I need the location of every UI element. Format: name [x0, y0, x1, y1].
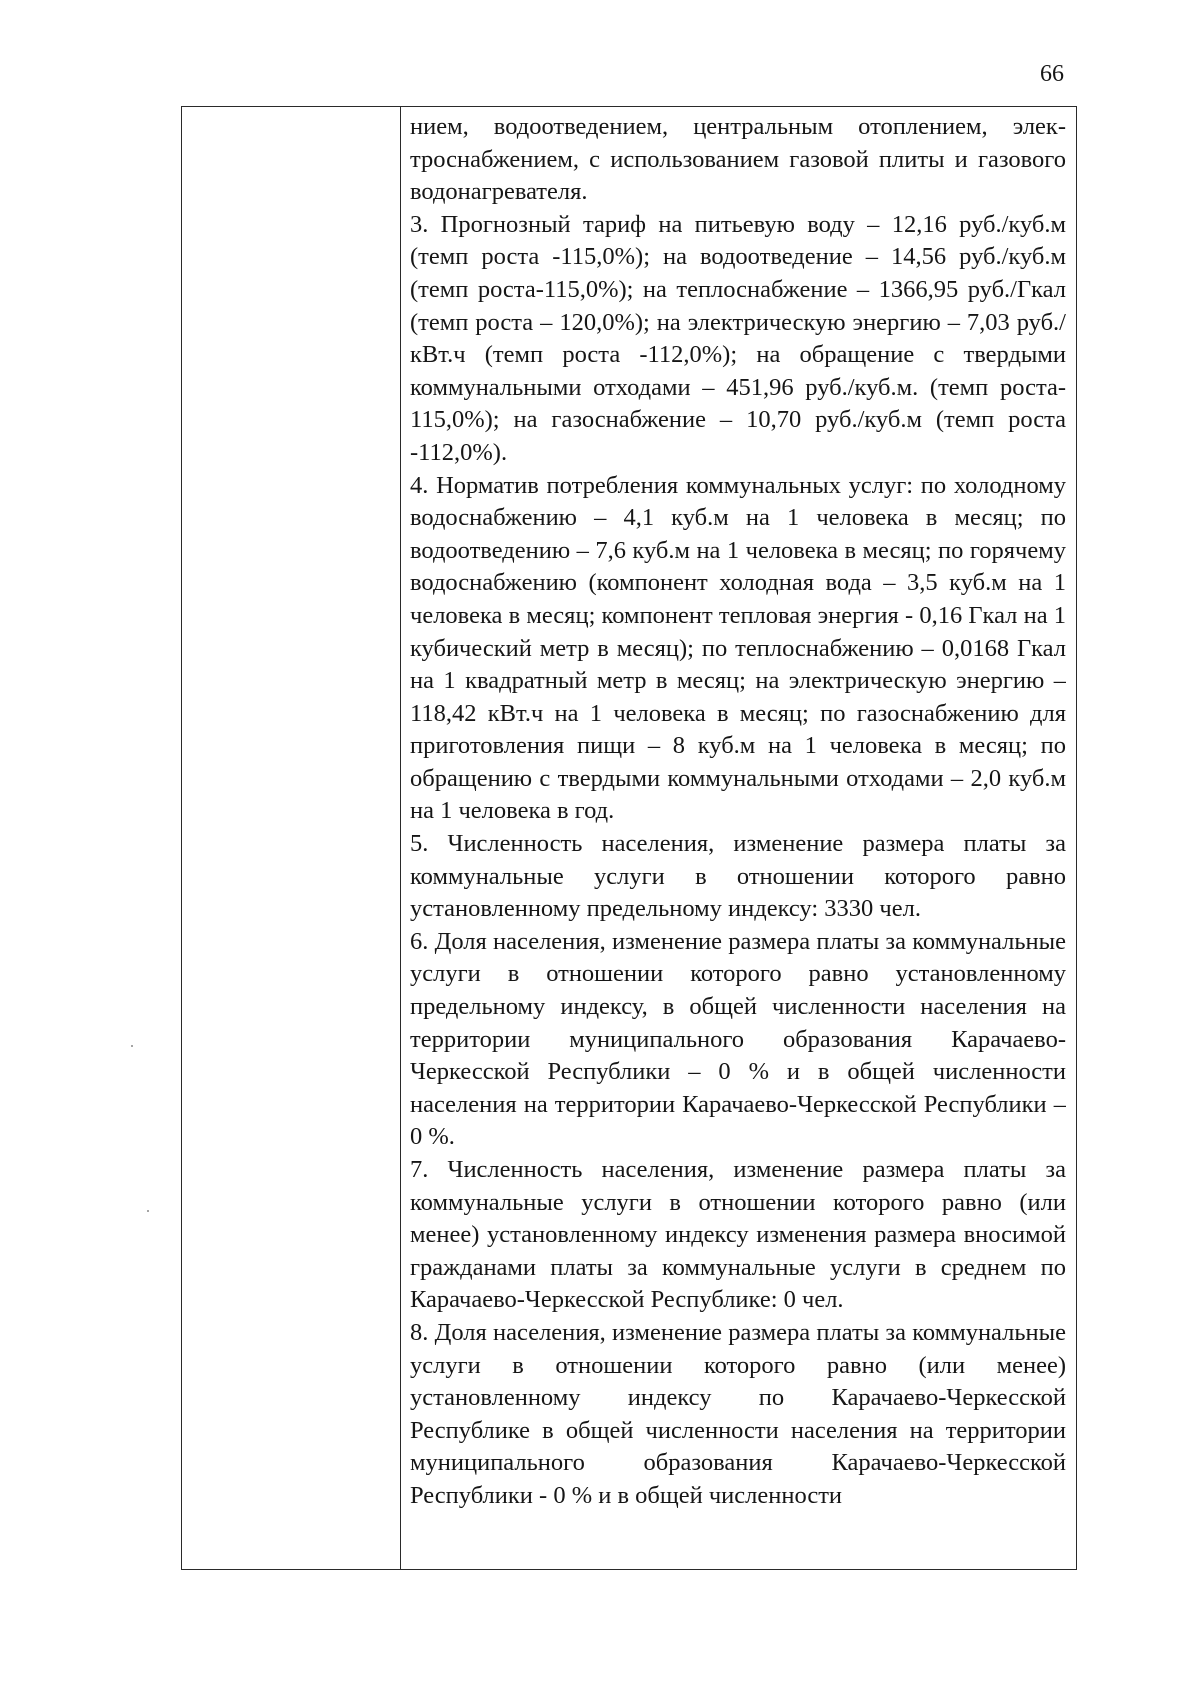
paragraph-item-3: 3. Прогнозный тариф на питьевую воду – 12,16 руб./куб.м (темп роста -115,0%); на водоотведение – 14,56 руб./куб.м (темп роста-115,0%); на теплоснабжение – 1366,95 руб./Гкал (темп роста – 120,0%); на электрическую энергию – 7,03 руб./кВт.ч (темп роста -112,0%); на обращение с твердыми коммунальными отходами – 451,96 руб./куб.м. (темп роста- 115,0%); на газоснабжение – 10,70 руб./куб.м (темп роста -112,0%).: [410, 210, 1066, 466]
paragraph-item-5: 5. Численность населения, изменение размера платы за коммунальные услуги в отношении которого равно установленному предельному индексу: 3330 чел.: [410, 830, 1066, 923]
table-right-column: [410, 111, 1066, 1569]
paragraph-item-6: 6. Доля населения, изменение размера платы за коммунальные услуги в отношении которого равно установленному предельному индексу, в общей численности населения на территории муниципального образования Карачаево-Черкесской Республики – 0 % и в общей численности населения на территории Карачаево-Черкесской Республики – 0 %.: [410, 927, 1066, 1151]
paragraph-item-8: 8. Доля населения, изменение размера платы за коммунальные услуги в отношении которого равно (или менее) установленному индексу по Карачаево-Черкесской Республике в общей численности населения на территории муниципального образования Карачаево-Черкесской Республики - 0 % и в общей численности: [410, 1318, 1066, 1509]
scan-speck: [131, 1045, 133, 1047]
scan-speck: [147, 1210, 149, 1212]
document-table: [181, 106, 1077, 1570]
table-left-column: [182, 107, 401, 1569]
paragraph-item-4: 4. Норматив потребления коммунальных услуг: по холодному водоснабжению – 4,1 куб.м на 1 человека в месяц; по водоотведению – 7,6 куб.м на 1 человека в месяц; по горячему водоснабжению (компонент холодная вода – 3,5 куб.м на 1 человека в месяц; компонент тепловая энергия - 0,16 Гкал на 1 кубический метр в месяц); по теплоснабжению – 0,0168 Гкал на 1 квадратный метр в месяц; на электрическую энергию – 118,42 кВт.ч на 1 человека в месяц; по газоснабжению для приготовления пищи – 8 куб.м на 1 человека в месяц; по обращению с твердыми коммунальными отходами – 2,0 куб.м на 1 человека в год.: [410, 471, 1066, 825]
page-number: 66: [1040, 61, 1064, 87]
paragraph-continuation: нием, водоотведением, центральным отоплением, электроснабжением, с использованием газовой плиты и газового водонагревателя.: [410, 113, 1066, 206]
paragraph-item-7: 7. Численность населения, изменение размера платы за коммунальные услуги в отношении которого равно (или менее) установленному индексу изменения размера вносимой гражданами платы за коммунальные услуги в среднем по Карачаево-Черкесской Республике: 0 чел.: [410, 1156, 1066, 1314]
